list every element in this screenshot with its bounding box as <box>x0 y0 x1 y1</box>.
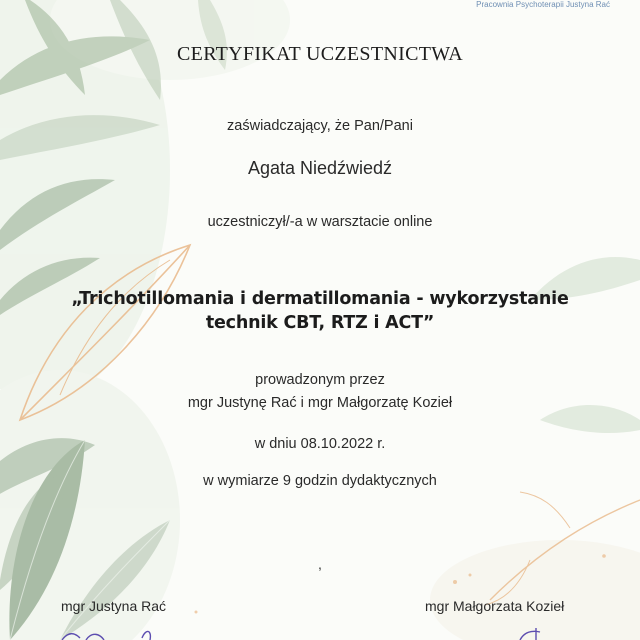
right-signatory-name: mgr Małgorzata Kozieł <box>425 598 565 614</box>
date-line: w dniu 08.10.2022 r. <box>254 436 386 452</box>
participation-line: uczestniczył/-a w warsztacie online <box>207 214 433 230</box>
left-signatory-name: mgr Justyna Rać <box>61 598 167 614</box>
hours-line: w wymiarze 9 godzin dydaktycznych <box>203 473 437 489</box>
certificate-title: CERTYFIKAT UCZESTNICTWA <box>177 43 463 65</box>
participant-name: Agata Niedźwiedź <box>247 158 393 178</box>
organization-name: Pracownia Psychoterapii Justyna Rać <box>476 0 610 9</box>
attest-line: zaświadczający, że Pan/Pani <box>227 118 413 134</box>
workshop-title-line-1: „Trichotillomania i dermatillomania - wykorzystanie <box>71 289 569 309</box>
left-signature-ink-2 <box>142 631 150 640</box>
instructors-line: mgr Justynę Rać i mgr Małgorzatę Kozieł <box>187 395 453 411</box>
workshop-title-line-2: technik CBT, RTZ i ACT” <box>205 313 435 333</box>
workshop-title <box>0 287 640 335</box>
led-by-line: prowadzonym przez <box>255 372 385 388</box>
signature-separator: , <box>318 556 322 572</box>
